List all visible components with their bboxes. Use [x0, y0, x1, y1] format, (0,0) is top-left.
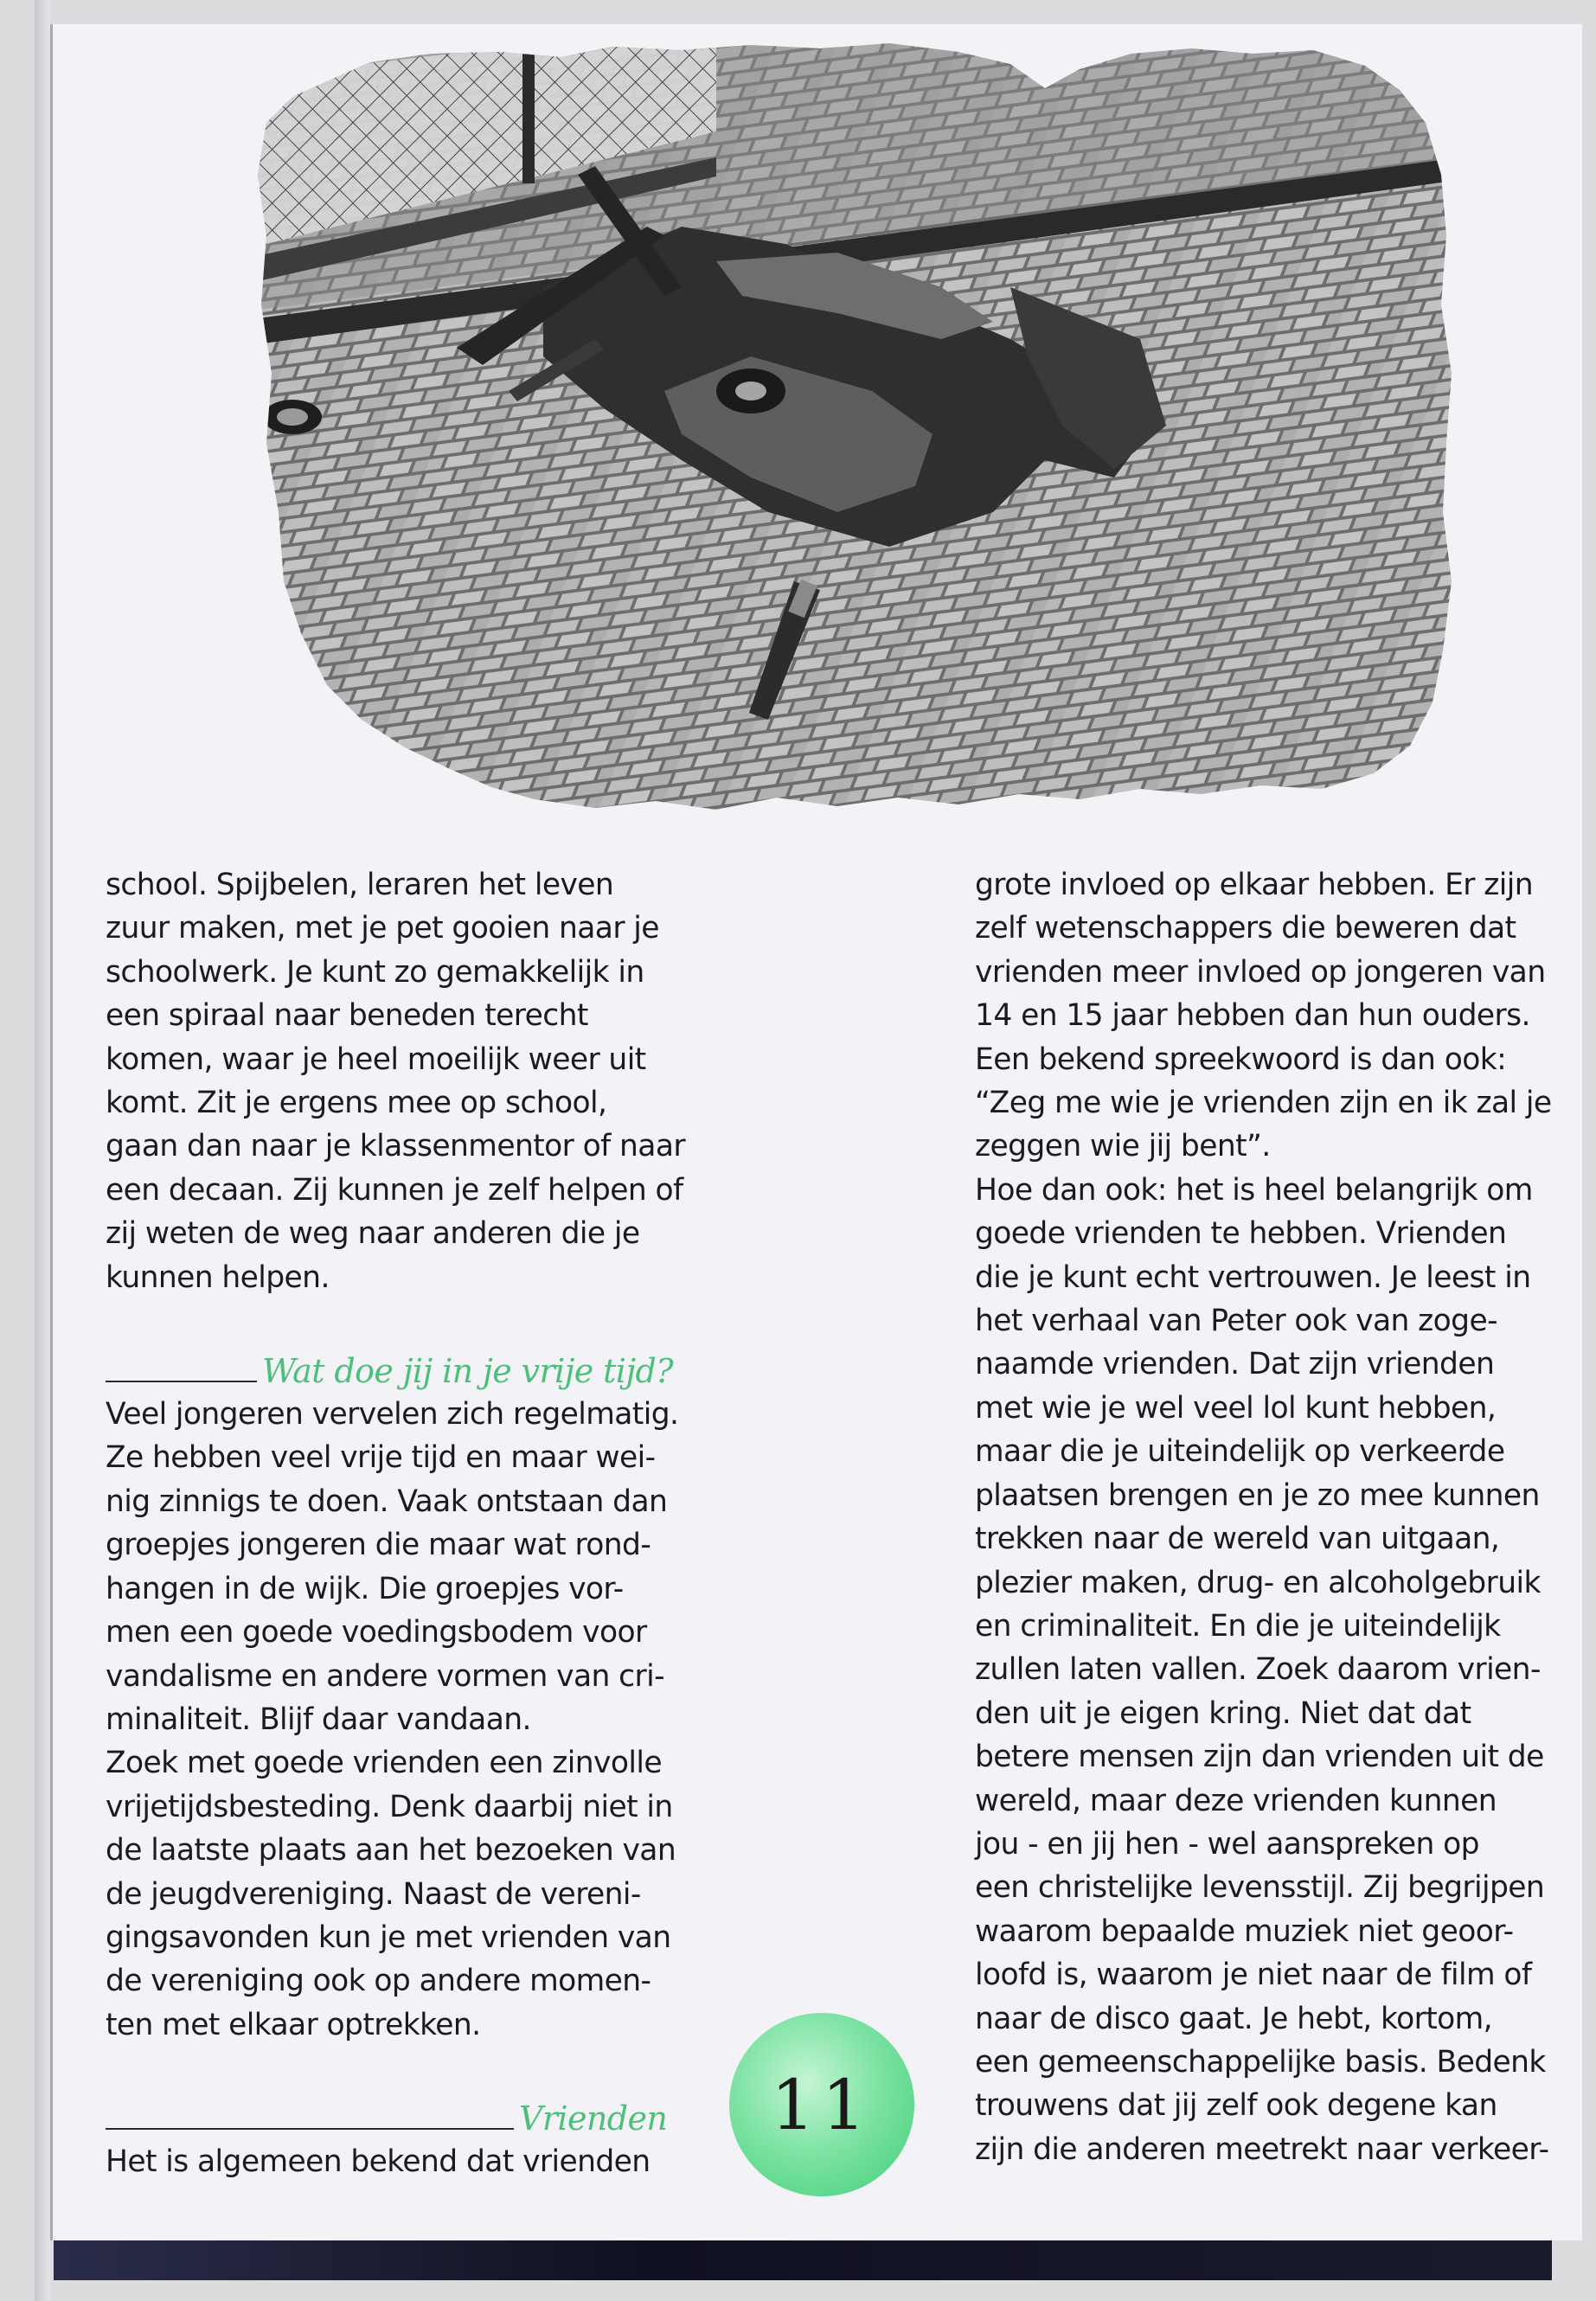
body-text-line: trouwens dat jij zelf ook degene kan	[975, 2088, 1497, 2124]
body-text-line: vrijetijdsbesteding. Denk daarbij niet in	[106, 1789, 673, 1824]
body-text-line: naar de disco gaat. Je hebt, kortom,	[975, 2001, 1493, 2036]
paragraph-gap	[106, 2047, 694, 2090]
body-text-line: kunnen helpen.	[106, 1259, 330, 1295]
body-text-line: waarom bepaalde muziek niet geoor-	[975, 1913, 1514, 1949]
body-text-line: schoolwerk. Je kunt zo gemakkelijk in	[106, 954, 644, 990]
body-text-line: ten met elkaar optrekken.	[106, 2007, 481, 2042]
body-text-line: hangen in de wijk. Die groepjes vor-	[106, 1571, 624, 1606]
page-number-badge	[729, 2013, 914, 2196]
body-text-line: den uit je eigen kring. Niet dat dat	[975, 1695, 1471, 1731]
book-bottom-edge	[54, 2240, 1552, 2280]
body-text-line: 14 en 15 jaar hebben dan hun ouders.	[975, 998, 1530, 1034]
right-text-column	[975, 863, 1563, 2171]
body-text-line: naamde vrienden. Dat zijn vrienden	[975, 1347, 1495, 1382]
body-text-line: loofd is, waarom je niet naar de film of	[975, 1958, 1532, 1993]
body-text-line: een decaan. Zij kunnen je zelf helpen of	[106, 1172, 683, 1208]
body-text-line: zuur maken, met je pet gooien naar je	[106, 911, 659, 946]
body-text-line: de vereniging ook op andere momen-	[106, 1964, 651, 1999]
body-text-line: zelf wetenschappers die beweren dat	[975, 911, 1516, 946]
left-text-column	[106, 863, 694, 2184]
wrecked-moped-photo	[232, 28, 1460, 822]
body-text-line: zullen laten vallen. Zoek daarom vrien-	[975, 1652, 1541, 1688]
body-text-line: groepjes jongeren die maar wat rond-	[106, 1528, 651, 1563]
body-text-line: Zoek met goede vrienden een zinvolle	[106, 1746, 662, 1781]
body-text-line: en criminaliteit. En die je uiteindelijk	[975, 1608, 1501, 1644]
page-number: 11	[771, 2064, 873, 2145]
body-text-line: zij weten de weg naar anderen die je	[106, 1216, 640, 1252]
body-text-line: Het is algemeen bekend dat vrienden	[106, 2144, 651, 2180]
body-text-line: die je kunt echt vertrouwen. Je leest in	[975, 1259, 1531, 1295]
body-text-line: plaatsen brengen en je zo mee kunnen	[975, 1477, 1540, 1513]
body-text-line: plezier maken, drug- en alcoholgebruik	[975, 1565, 1541, 1600]
body-text-line: komen, waar je heel moeilijk weer uit	[106, 1042, 646, 1077]
body-text-line: een gemeenschappelijke basis. Bedenk	[975, 2044, 1546, 2080]
body-text-line: maar die je uiteindelijk op verkeerde	[975, 1434, 1505, 1470]
body-text-line: jou - en jij hen - wel aanspreken op	[975, 1826, 1479, 1862]
body-text-line: school. Spijbelen, leraren het leven	[106, 868, 614, 902]
body-text-line: komt. Zit je ergens mee op school,	[106, 1086, 607, 1121]
body-text-line: Veel jongeren vervelen zich regelmatig.	[106, 1397, 679, 1433]
body-text-line: zijn die anderen meetrekt naar verkeer-	[975, 2131, 1549, 2167]
body-text-line: vrienden meer invloed op jongeren van	[975, 954, 1546, 990]
body-text-line: Een bekend spreekwoord is dan ook:	[975, 1042, 1507, 1077]
body-text-line: men een goede voedingsbodem voor	[106, 1615, 647, 1650]
body-text-line: gaan dan naar je klassenmentor of naar	[106, 1129, 685, 1164]
section-heading-friends	[106, 2090, 694, 2140]
body-text-line: de laatste plaats aan het bezoeken van	[106, 1833, 676, 1868]
body-text-line: gingsavonden kun je met vrienden van	[106, 1920, 671, 1955]
heading-rule	[106, 1381, 257, 1382]
paragraph-gap	[106, 1299, 694, 1343]
body-text-line: een christelijke levensstijl. Zij begrijpen	[975, 1870, 1545, 1906]
body-text-line: minaliteit. Blijf daar vandaan.	[106, 1702, 531, 1737]
body-text-line: een spiraal naar beneden terecht	[106, 998, 588, 1034]
section-heading-text: Wat doe jij in je vrije tijd?	[262, 1352, 674, 1391]
body-text-line: de jeugdvereniging. Naast de vereni-	[106, 1876, 641, 1912]
body-text-line: goede vrienden te hebben. Vrienden	[975, 1216, 1507, 1252]
body-text-line: trekken naar de wereld van uitgaan,	[975, 1522, 1500, 1557]
body-text-line: “Zeg me wie je vrienden zijn en ik zal je	[975, 1086, 1552, 1121]
body-text-line: Hoe dan ook: het is heel belangrijk om	[975, 1172, 1533, 1208]
body-text-line: het verhaal van Peter ook van zoge-	[975, 1304, 1497, 1339]
body-text-line: nig zinnigs te doen. Vaak ontstaan dan	[106, 1484, 668, 1519]
body-text-line: vandalisme en andere vormen van cri-	[106, 1658, 664, 1694]
body-text-line: zeggen wie jij bent”.	[975, 1129, 1271, 1164]
body-text-line: grote invloed op elkaar hebben. Er zijn	[975, 868, 1534, 902]
body-text-line: Ze hebben veel vrije tijd en maar wei-	[106, 1440, 656, 1476]
section-heading-free-time	[106, 1343, 694, 1393]
book-spine-shadow	[35, 0, 50, 2301]
heading-rule	[106, 2128, 514, 2130]
body-text-line: wereld, maar deze vrienden kunnen	[975, 1783, 1497, 1818]
body-text-line: betere mensen zijn dan vrienden uit de	[975, 1740, 1544, 1775]
body-text-line: met wie je wel veel lol kunt hebben,	[975, 1390, 1497, 1426]
section-heading-text: Vrienden	[519, 2099, 668, 2138]
